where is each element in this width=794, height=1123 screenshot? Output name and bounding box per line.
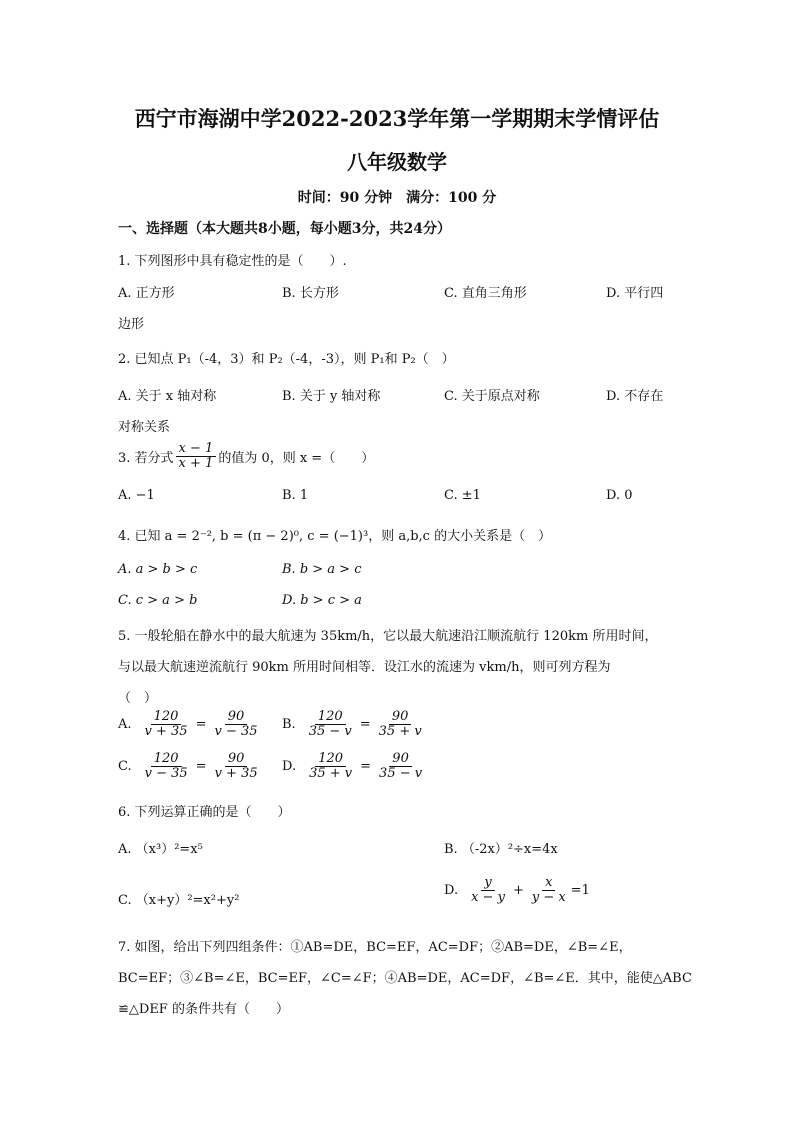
numerator: 90 <box>389 752 412 767</box>
equals-one: =1 <box>570 883 590 899</box>
numerator: 120 <box>315 752 346 767</box>
denominator: v + 35 <box>144 724 188 740</box>
question-7-line-1: 7. 如图，给出下列四组条件：①AB=DE，BC=EF，AC=DF；②AB=DE，∠B=∠E， <box>118 940 632 955</box>
option-fraction-left <box>142 710 191 740</box>
page-title: 西宁市海湖中学2022-2023学年第一学期期末学情评估 <box>134 106 660 131</box>
numerator: 90 <box>389 710 412 725</box>
question-4-stem: 4. 已知 a = 2⁻², b = (π − 2)⁰, c = (−1)³，则 a,b,c 的大小关系是（ ） <box>118 529 552 544</box>
question-4-option-b: B. b > a > c <box>282 562 362 577</box>
question-5-option-a <box>118 710 263 740</box>
question-1-option-c: C. 直角三角形 <box>444 286 527 301</box>
numerator: 120 <box>315 710 346 725</box>
option-label: C. <box>118 759 132 775</box>
question-3-option-a: A. −1 <box>118 488 155 503</box>
denominator: v − 35 <box>214 724 258 740</box>
numerator: x <box>542 876 555 891</box>
fraction-numerator: x − 1 <box>176 442 217 457</box>
question-1-option-a: A. 正方形 <box>118 286 175 301</box>
question-1-option-b: B. 长方形 <box>282 286 339 301</box>
option-fraction-left <box>306 752 355 782</box>
numerator: 120 <box>151 710 182 725</box>
denominator: 35 − v <box>308 724 352 740</box>
denominator: 35 + v <box>378 724 422 740</box>
option-fraction-right <box>529 876 569 906</box>
question-2-option-d: D. 不存在 <box>606 389 664 404</box>
question-6-option-a: A. （x³）²=x⁵ <box>118 842 203 857</box>
question-2-stem: 2. 已知点 P₁（-4，3）和 P₂（-4，-3），则 P₁和 P₂（ ） <box>118 352 455 367</box>
plus-sign: + <box>512 883 524 899</box>
question-2-option-d-wrap: 对称关系 <box>118 420 171 435</box>
question-5-line-3: （ ） <box>118 691 158 706</box>
denominator: y − x <box>531 890 566 906</box>
denominator: v + 35 <box>214 766 258 782</box>
question-4-option-d: D. b > c > a <box>282 593 362 608</box>
equals-sign: = <box>195 759 207 775</box>
option-fraction-right <box>376 752 425 782</box>
exam-time-info: 时间：90 分钟 满分：100 分 <box>297 190 497 206</box>
page-subtitle: 八年级数学 <box>347 150 447 174</box>
question-4-option-a: A. a > b > c <box>118 562 198 577</box>
denominator: 35 + v <box>309 766 353 782</box>
numerator: 120 <box>151 752 182 767</box>
question-3-option-b: B. 1 <box>282 488 309 503</box>
option-fraction-right <box>212 752 261 782</box>
equals-sign: = <box>195 717 207 733</box>
fraction-denominator: x + 1 <box>178 456 214 472</box>
numerator: 90 <box>225 710 248 725</box>
question-6-stem: 6. 下列运算正确的是（ ） <box>118 805 291 820</box>
option-label: D. <box>444 883 459 899</box>
question-3-fraction <box>176 442 217 472</box>
question-7-line-3: ≌△DEF 的条件共有（ ） <box>118 1002 289 1017</box>
question-2-option-b: B. 关于 y 轴对称 <box>282 389 381 404</box>
numerator: y <box>481 876 494 891</box>
question-5-option-c <box>118 752 263 782</box>
question-6-option-c: C. （x+y）²=x²+y² <box>118 893 240 908</box>
equals-sign: = <box>359 717 371 733</box>
option-fraction-left <box>142 752 191 782</box>
denominator: x − y <box>471 890 505 906</box>
option-fraction-right <box>211 710 260 740</box>
question-5-line-2: 与以最大航速逆流航行 90km 所用时间相等．设江水的流速为 vkm/h，则可列方程为 <box>118 660 611 675</box>
denominator: 35 − v <box>379 766 423 782</box>
numerator: 90 <box>225 752 248 767</box>
question-2-option-c: C. 关于原点对称 <box>444 389 540 404</box>
question-5-option-d <box>282 752 427 782</box>
question-2-option-a: A. 关于 x 轴对称 <box>118 389 217 404</box>
option-fraction-left <box>306 710 355 740</box>
option-fraction-right <box>376 710 425 740</box>
equals-sign: = <box>360 759 372 775</box>
option-label: B. <box>282 717 296 733</box>
question-1-stem: 1. 下列图形中具有稳定性的是（ ）. <box>118 254 347 269</box>
question-3-option-c: C. ±1 <box>444 488 481 503</box>
option-label: D. <box>282 759 297 775</box>
question-6-option-d <box>444 876 590 906</box>
question-5-line-1: 5. 一般轮船在静水中的最大航速为 35km/h，它以最大航速沿江顺流航行 120km 所用时间， <box>118 629 658 644</box>
denominator: v − 35 <box>144 766 188 782</box>
question-3-stem <box>118 442 374 472</box>
question-1-option-d: D. 平行四 <box>606 286 664 301</box>
question-1-option-d-wrap: 边形 <box>118 317 145 332</box>
question-3-suffix: 的值为 0，则 x =（ ） <box>218 451 375 467</box>
question-3-option-d: D. 0 <box>606 488 633 503</box>
question-3-prefix: 3. 若分式 <box>118 451 174 467</box>
question-7-line-2: BC=EF；③∠B=∠E，BC=EF，∠C=∠F；④AB=DE，AC=DF，∠B=∠E．其中，能使△ABC <box>118 971 692 986</box>
question-6-option-b: B. （-2x）²÷x=4x <box>444 842 558 857</box>
question-5-option-b <box>282 710 427 740</box>
question-4-option-c: C. c > a > b <box>118 593 198 608</box>
option-fraction-left <box>468 876 508 906</box>
section-heading: 一、选择题（本大题共8小题，每小题3分，共24分） <box>118 221 451 237</box>
option-label: A. <box>118 717 132 733</box>
